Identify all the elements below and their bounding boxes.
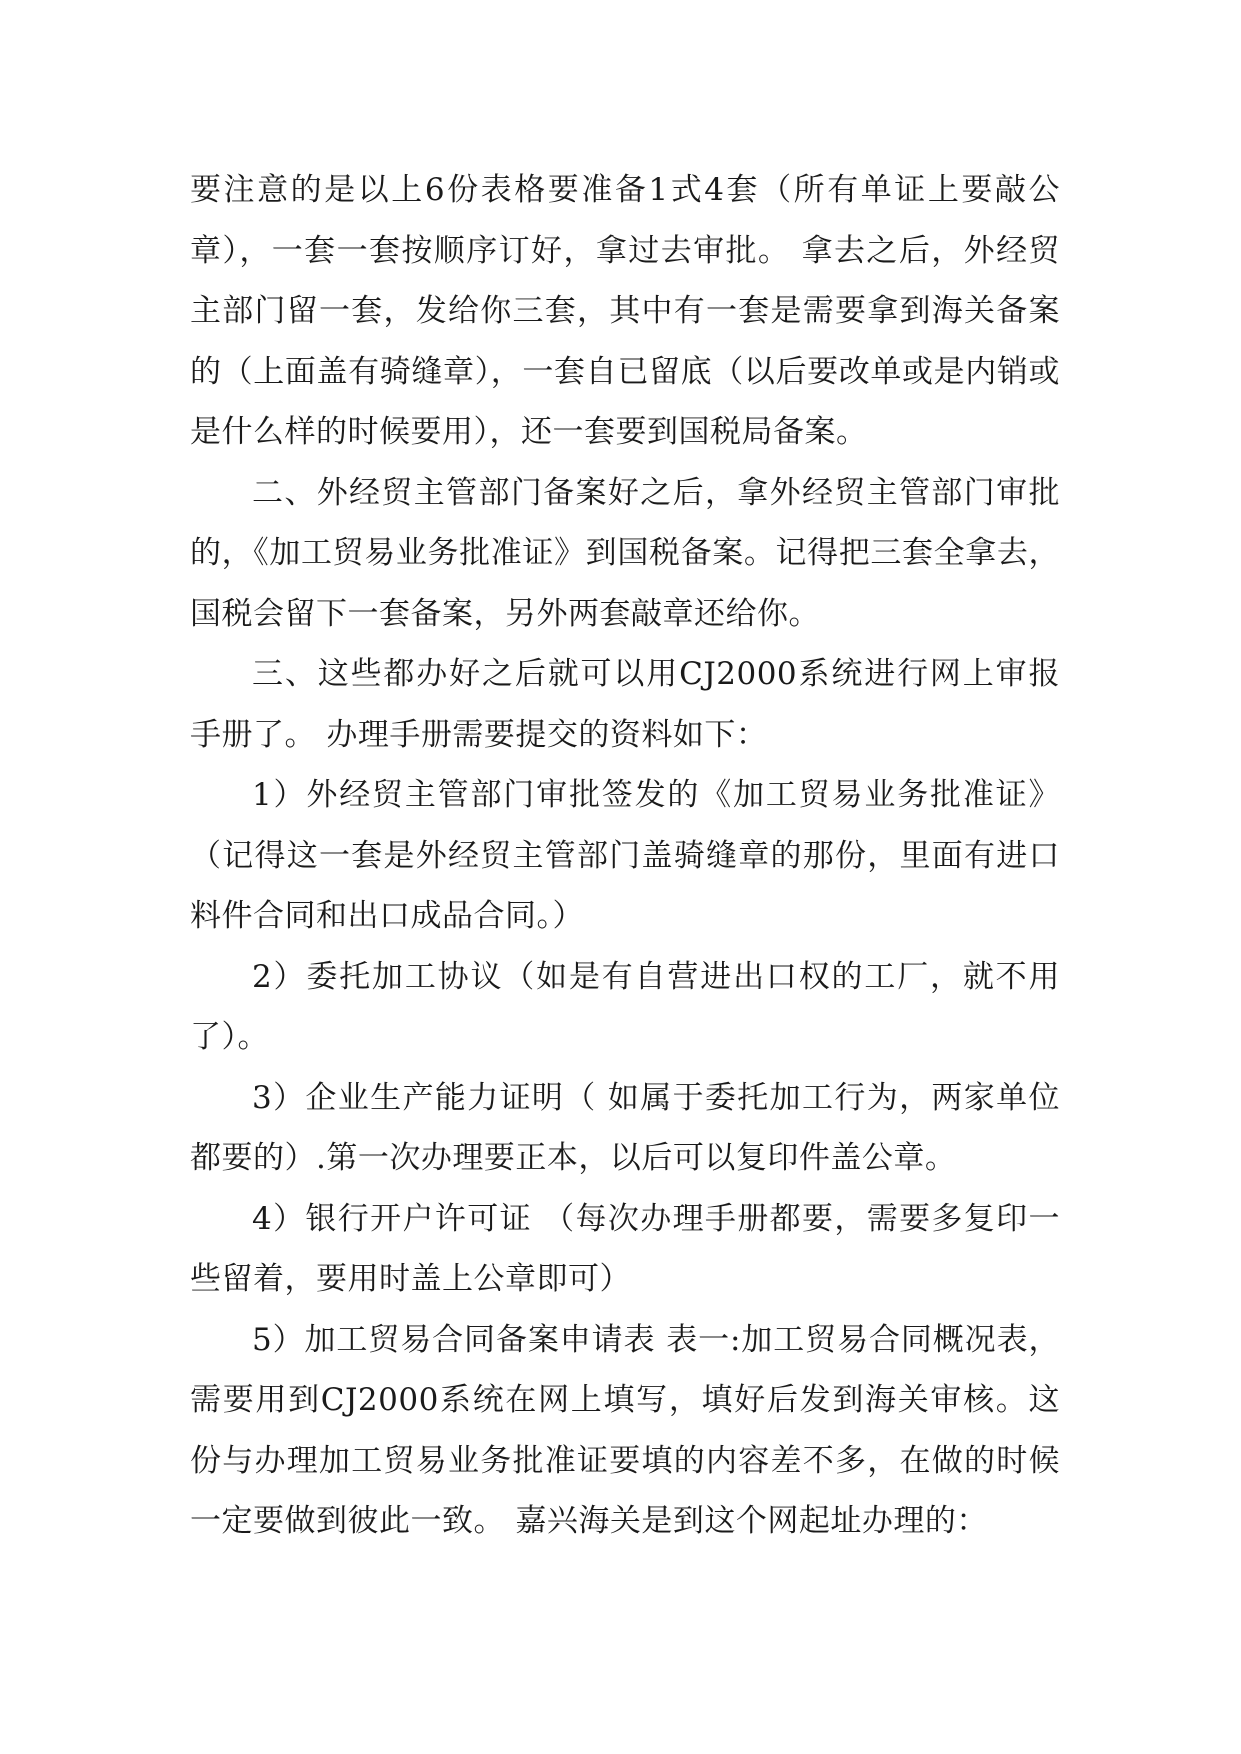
list-item-4: 4）银行开户许可证 （每次办理手册都要，需要多复印一些留着，要用时盖上公章即可） bbox=[190, 1200, 1060, 1297]
list-item-5: 5）加工贸易合同备案申请表 表一:加工贸易合同概况表，需要用到CJ2000系统在网上填写，填好后发到海关审核。这份与办理加工贸易业务批准证要填的内容差不多，在做的时候一定要做到彼此一致。 嘉兴海关是到这个网起址办理的： bbox=[190, 1321, 1060, 1539]
list-item-2: 2）委托加工协议（如是有自营进出口权的工厂，就不用了）。 bbox=[190, 958, 1060, 1055]
paragraph-continuation: 要注意的是以上6份表格要准备1式4套（所有单证上要敲公章），一套一套按顺序订好，拿过去审批。 拿去之后，外经贸主部门留一套，发给你三套，其中有一套是需要拿到海关备案的（上面盖有骑缝章），一套自已留底（以后要改单或是内销或是什么样的时候要用），还一套要到国税局备案。 bbox=[190, 172, 1060, 450]
paragraph-step-two: 二、外经贸主管部门备案好之后，拿外经贸主管部门审批的，《加工贸易业务批准证》到国税备案。记得把三套全拿去，国税会留下一套备案，另外两套敲章还给你。 bbox=[190, 474, 1060, 632]
list-item-3: 3）企业生产能力证明（ 如属于委托加工行为，两家单位都要的）.第一次办理要正本，以后可以复印件盖公章。 bbox=[190, 1079, 1060, 1176]
paragraph-step-three: 三、这些都办好之后就可以用CJ2000系统进行网上审报手册了。 办理手册需要提交的资料如下： bbox=[190, 656, 1060, 753]
document-body bbox=[190, 160, 1060, 1552]
list-item-1: 1）外经贸主管部门审批签发的《加工贸易业务批准证》（记得这一套是外经贸主管部门盖骑缝章的那份，里面有进口料件合同和出口成品合同。） bbox=[190, 777, 1060, 934]
